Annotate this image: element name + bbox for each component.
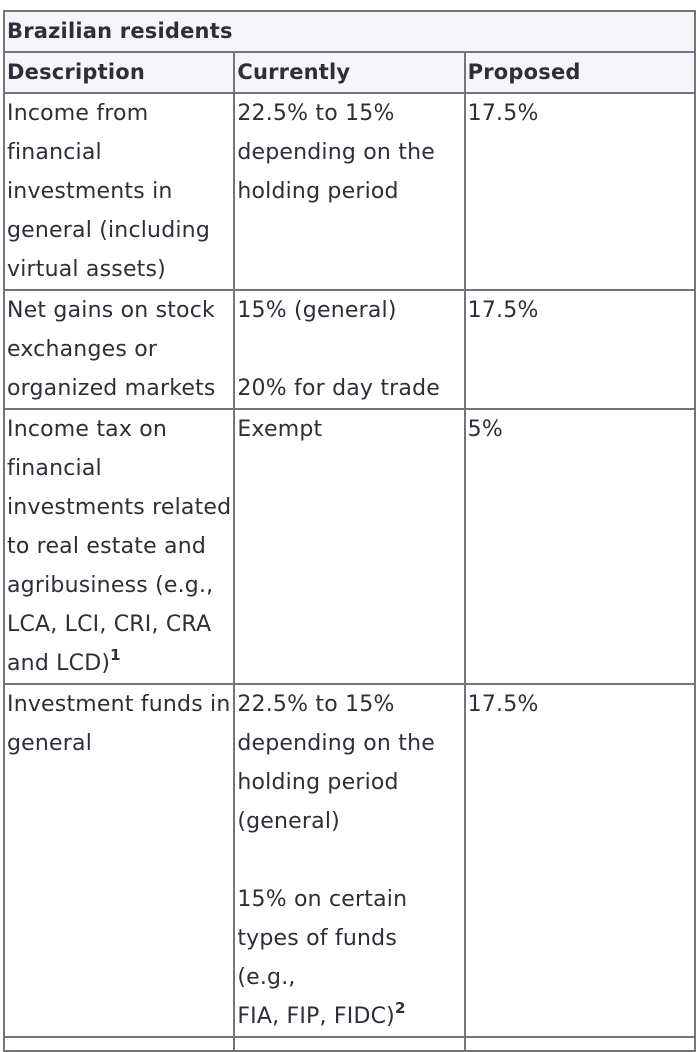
proposed-cell: 17.5%: [465, 290, 695, 409]
table-row: [4, 409, 695, 684]
currently-spacer: [237, 330, 461, 369]
description-line: financial: [7, 456, 102, 481]
description-line: investments in: [7, 179, 173, 204]
description-cell: [4, 290, 234, 409]
description-line: Net gains on stock: [7, 298, 215, 323]
currently-text: FIA, FIP, FIDC): [237, 1004, 395, 1029]
currently-line: depending on the: [237, 731, 435, 756]
currently-cell: [234, 684, 464, 1037]
description-cell: [4, 93, 234, 290]
currently-line: 15% on certain: [237, 887, 408, 912]
description-cell: [4, 1037, 234, 1051]
table-title-row: [4, 11, 695, 52]
currently-line: depending on the: [237, 140, 435, 165]
currently-cell: [234, 93, 464, 290]
description-line: exchanges or: [7, 337, 158, 362]
table-row-cut: [4, 1037, 695, 1051]
currently-line: 22.5% to 15%: [237, 101, 395, 126]
currently-cell: [234, 409, 464, 684]
proposed-cell: 17.5%: [465, 93, 695, 290]
header-currently: Currently: [234, 52, 464, 93]
description-text: and LCD): [7, 651, 111, 676]
description-line: to real estate and: [7, 534, 207, 559]
footnote-marker: 2: [394, 998, 406, 1017]
proposed-cell: 5%: [465, 409, 695, 684]
currently-line: 22.5% to 15%: [237, 692, 395, 717]
table-row: [4, 290, 695, 409]
currently-line: 20% for day trade: [237, 376, 440, 401]
currently-line: Exempt: [237, 417, 323, 442]
description-line: Investment funds in: [7, 692, 231, 717]
currently-cell: [234, 1037, 464, 1051]
table-row: [4, 684, 695, 1037]
description-line: LCA, LCI, CRI, CRA: [7, 612, 212, 637]
currently-line: (general): [237, 809, 340, 834]
currently-line: holding period: [237, 179, 399, 204]
header-description: Description: [4, 52, 234, 93]
proposed-cell: [465, 1037, 695, 1051]
proposed-cell: 17.5%: [465, 684, 695, 1037]
table-row: [4, 93, 695, 290]
description-line: organized markets: [7, 376, 216, 401]
description-line: general (including: [7, 218, 210, 243]
description-line: Income from: [7, 101, 149, 126]
currently-spacer: [237, 841, 461, 880]
description-line: Income tax on: [7, 417, 168, 442]
description-line: agribusiness (e.g.,: [7, 573, 214, 598]
description-line: virtual assets): [7, 257, 166, 282]
description-cell: [4, 684, 234, 1037]
description-line: investments related: [7, 495, 232, 520]
currently-line: holding period: [237, 770, 399, 795]
description-line: financial: [7, 140, 102, 165]
currently-line: types of funds (e.g.,: [237, 926, 397, 990]
currently-cell: [234, 290, 464, 409]
description-cell: [4, 409, 234, 684]
table-title: Brazilian residents: [4, 11, 695, 52]
tax-comparison-table: [3, 10, 696, 1052]
footnote-marker: 1: [110, 645, 121, 664]
currently-line: 15% (general): [237, 298, 397, 323]
header-proposed: Proposed: [465, 52, 695, 93]
currently-line: [237, 997, 461, 1036]
table-header-row: [4, 52, 695, 93]
description-line: [7, 644, 231, 683]
description-line: general: [7, 731, 93, 756]
